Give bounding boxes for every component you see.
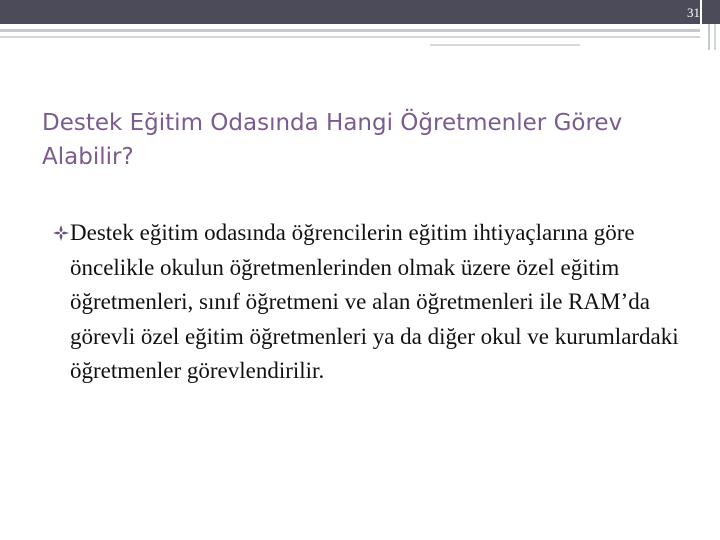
- decorative-rule: [0, 36, 700, 38]
- slide-title: Destek Eğitim Odasında Hangi Öğretmenler Görev Alabilir?: [42, 110, 623, 170]
- decorative-rule: [0, 29, 700, 32]
- decorative-vertical-rule: [714, 24, 716, 50]
- decorative-rule: [430, 44, 580, 46]
- diamond-bullet-icon: [52, 224, 70, 242]
- slide-body: [52, 216, 692, 389]
- top-bar: [0, 0, 700, 24]
- top-bar-right-segment: [702, 0, 720, 24]
- bullet-text: Destek eğitim odasında öğrencilerin eğitim ihtiyaçlarına göre öncelikle okulun öğretmenlerinden olmak üzere özel eğitim öğretmenleri, sınıf öğretmeni ve alan öğretmenleri ile RAM’da görevli özel eğitim öğretmenleri ya da diğer okul ve kurumlardaki öğretmenler görevlendirilir.: [70, 220, 679, 383]
- bullet-item: [52, 216, 692, 389]
- slide-number: 31: [687, 5, 700, 20]
- decorative-vertical-rule: [708, 24, 710, 50]
